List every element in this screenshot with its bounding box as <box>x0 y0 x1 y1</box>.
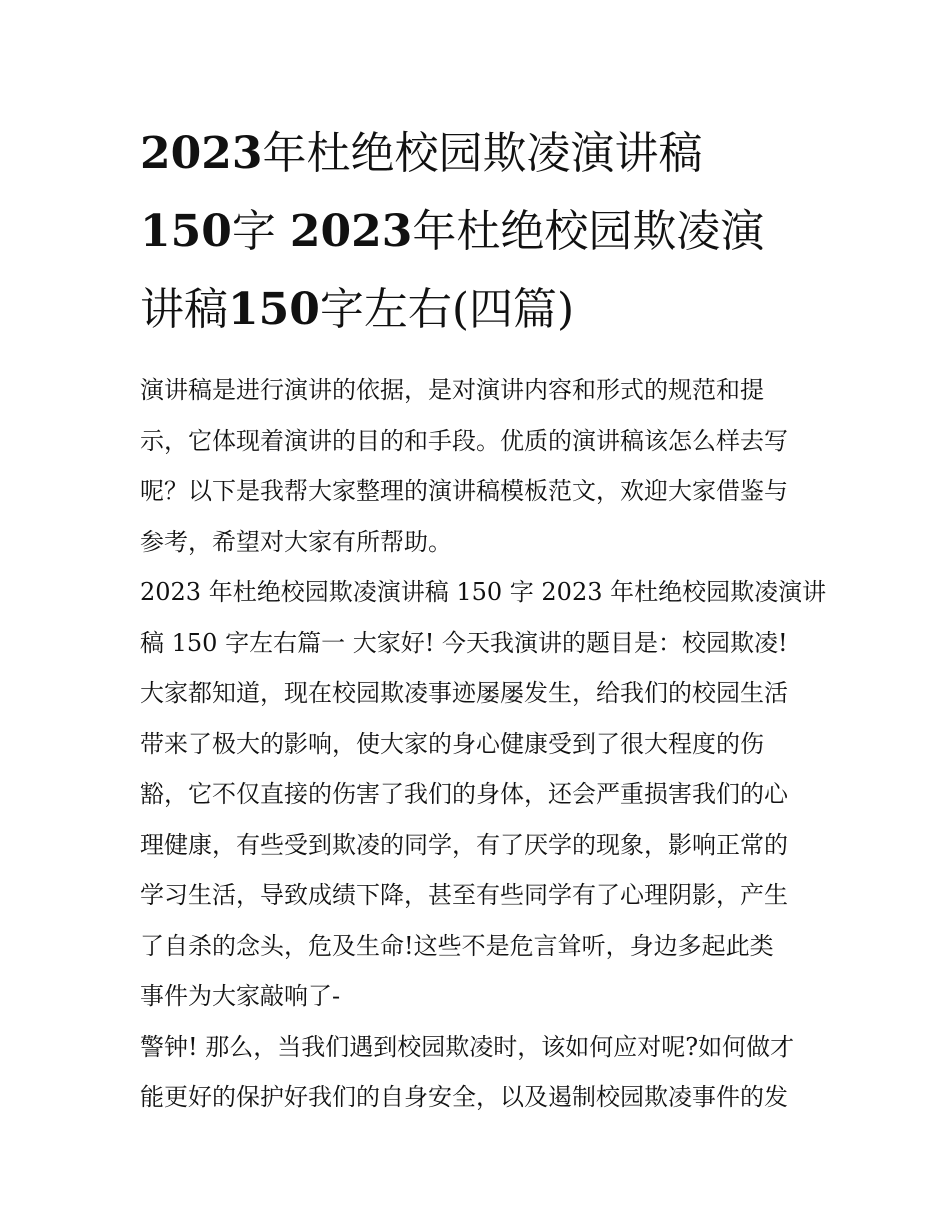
title-text: 字 <box>231 206 276 257</box>
text-line: 学习生活，导致成绩下降，甚至有些同学有了心理阴影，产生 <box>140 881 788 909</box>
title-text: 年杜绝校园欺凌演 <box>412 206 765 257</box>
document-page <box>140 115 827 1123</box>
text-line: 大家都知道，现在校园欺凌事迹屡屡发生，给我们的校园生活 <box>140 679 788 707</box>
text-line: 稿 150 字左右篇一 大家好! 今天我演讲的题目是：校园欺凌! <box>140 628 788 657</box>
text-line: 警钟! 那么，当我们遇到校园欺凌时，该如何应对呢?如何做才 <box>140 1032 795 1061</box>
text-line: 参考，希望对大家有所帮助。 <box>140 527 452 556</box>
text-line: 演讲稿是进行演讲的依据，是对演讲内容和形式的规范和提 <box>140 376 764 404</box>
body-paragraph <box>140 1022 820 1123</box>
text-line: 2023 年杜绝校园欺凌演讲稿 150 字 2023 年杜绝校园欺凌演讲 <box>140 578 827 606</box>
text-line: 呢？以下是我帮大家整理的演讲稿模板范文，欢迎大家借鉴与 <box>140 477 788 505</box>
title-text: 字左右(四篇) <box>319 284 575 335</box>
text-line: 了自杀的念头，危及生命!这些不是危言耸听，身边多起此类 <box>140 931 774 960</box>
title-line-2 <box>140 193 820 271</box>
body-paragraph <box>140 567 827 1022</box>
title-line-1 <box>140 115 820 193</box>
text-line: 能更好的保护好我们的自身安全，以及遏制校园欺凌事件的发 <box>140 1083 788 1111</box>
title-number: 2023 <box>289 206 413 257</box>
text-line: 带来了极大的影响，使大家的身心健康受到了很大程度的伤 <box>140 729 764 758</box>
title-number: 150 <box>140 206 232 257</box>
text-line: 示，它体现着演讲的目的和手段。优质的演讲稿该怎么样去写 <box>140 426 788 455</box>
title-text: 讲稿 <box>140 284 228 335</box>
title-number: 2023 <box>140 128 263 179</box>
document-title <box>140 115 820 349</box>
title-text: 年杜绝校园欺凌演讲稿 <box>262 128 703 179</box>
title-number: 150 <box>228 284 320 335</box>
text-line: 豁，它不仅直接的伤害了我们的身体，还会严重损害我们的心 <box>140 780 788 808</box>
text-line: 理健康，有些受到欺凌的同学，有了厌学的现象，影响正常的 <box>140 830 788 859</box>
text-line: 事件为大家敲响了- <box>140 982 341 1010</box>
intro-paragraph <box>140 365 820 567</box>
title-line-3 <box>140 271 820 349</box>
